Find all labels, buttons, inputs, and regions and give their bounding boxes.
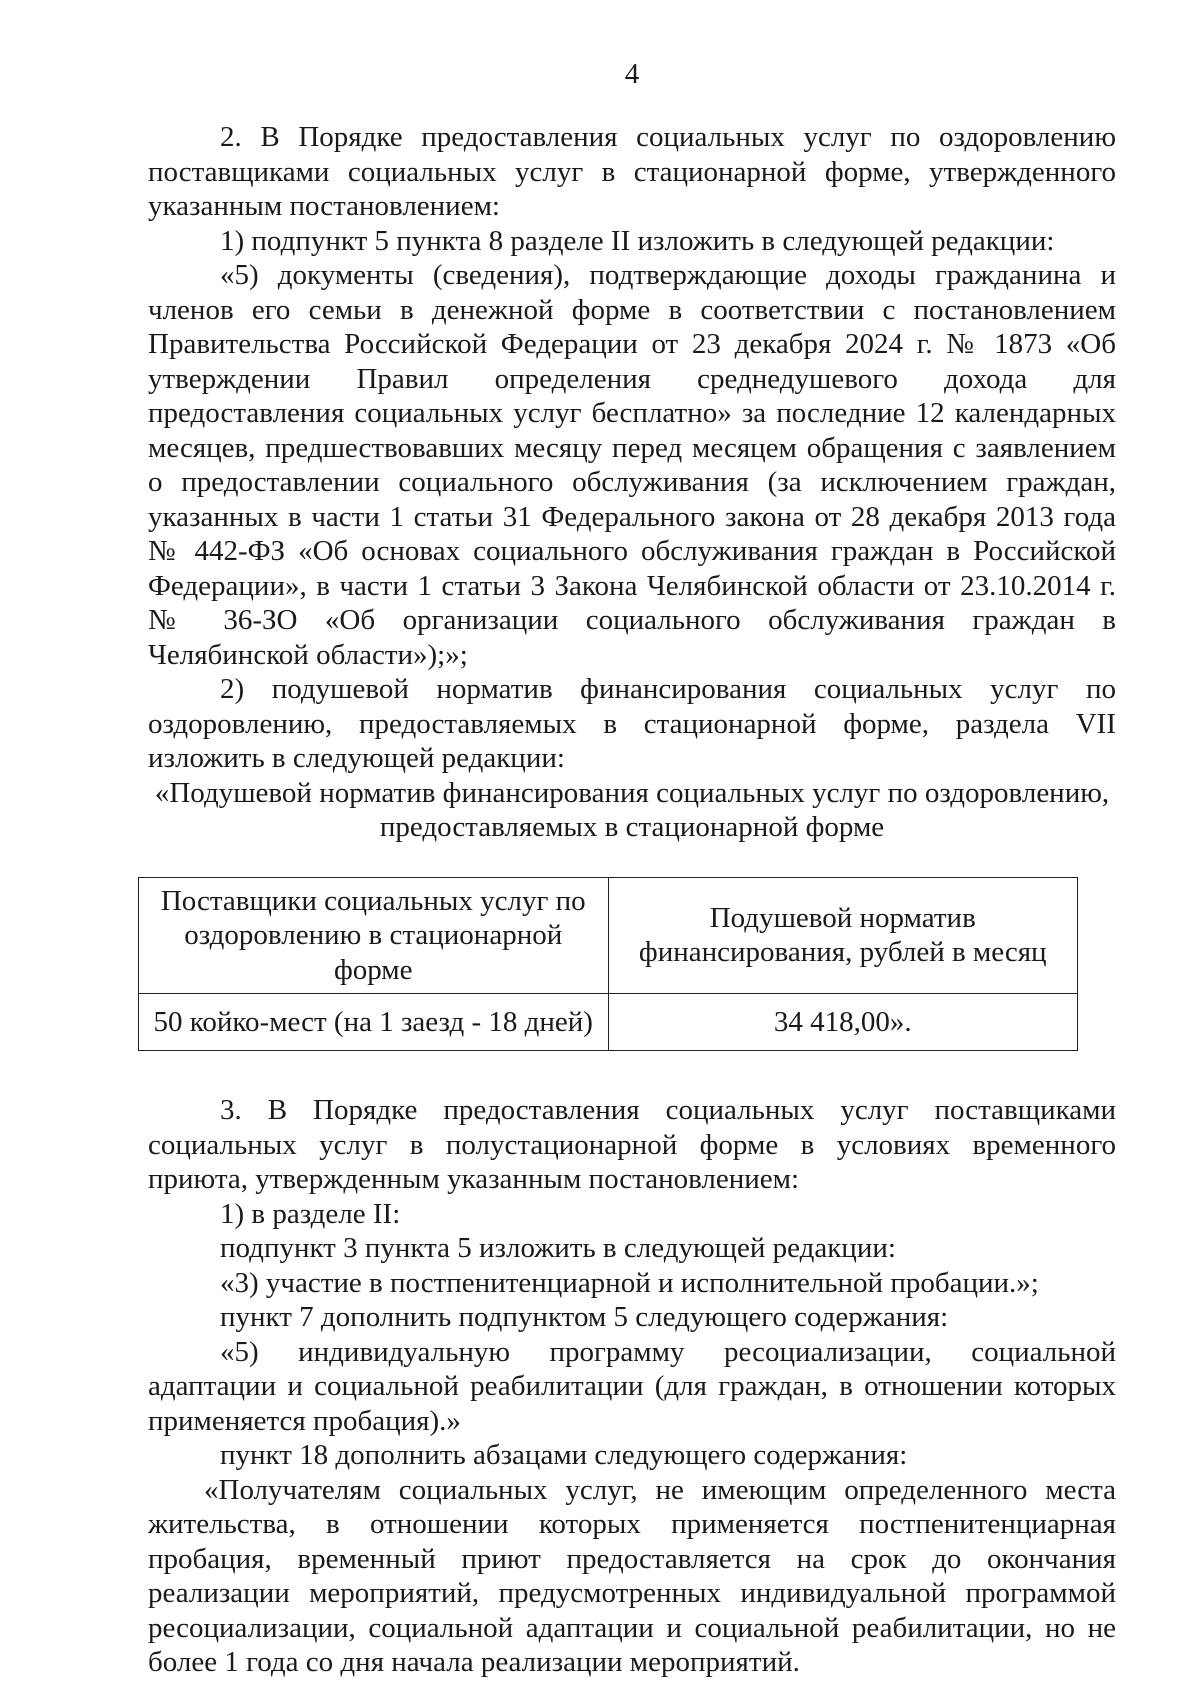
- section3-sub2-text: «5) индивидуальную программу ресоциализации, социальной адаптации и социальной реабилитации (для граждан, в отношении которых применяется пробация).»: [148, 1335, 1116, 1437]
- table-header-providers: Поставщики социальных услуг по оздоровлению в стационарной форме: [139, 877, 609, 994]
- table-title-line2: предоставляемых в стационарной форме: [379, 811, 885, 843]
- section3-sub1: подпункт 3 пункта 5 изложить в следующей редакции:: [220, 1232, 896, 1264]
- section3-intro: 3. В Порядке предоставления социальных услуг поставщиками социальных услуг в полустационарной форме в условиях временного приюта, утвержденным указанным постановлением:: [148, 1094, 1116, 1195]
- table-row: [139, 994, 1078, 1051]
- document-body: [148, 120, 1116, 1680]
- page-number: 4: [624, 58, 640, 90]
- section3-sub2: пункт 7 дополнить подпунктом 5 следующего содержания:: [220, 1301, 949, 1333]
- section3-item1: 1) в разделе II:: [220, 1197, 401, 1230]
- financing-norm-table: [138, 877, 1078, 1052]
- table-cell-providers: 50 койко-мест (на 1 заезд - 18 дней): [139, 994, 609, 1051]
- table-header-row: [139, 877, 1078, 994]
- section2-item1: 1) подпункт 5 пункта 8 разделе II изложить в следующей редакции:: [220, 224, 1055, 257]
- section3-sub3-text: «Получателям социальных услуг, не имеющим определенного места жительства, в отношении которых применяется постпенитенциарная пробация, временный приют предоставляется на срок до окончания реализации мероприятий, предусмотренных индивидуальной программой ресоциализации, социальной адаптации и социальной реабилитации, но не более 1 года со дня начала реализации мероприятий.: [148, 1473, 1116, 1678]
- table-cell-norm-value: 34 418,00».: [608, 994, 1078, 1051]
- section3-sub1-text: «3) участие в постпенитенциарной и исполнительной пробации.»;: [220, 1266, 1039, 1299]
- table-title-line1: «Подушевой норматив финансирования социальных услуг по оздоровлению,: [154, 776, 1110, 809]
- section2-item2: 2) подушевой норматив финансирования социальных услуг по оздоровлению, предоставляемых в стационарной форме, раздела VII изложить в следующей редакции:: [148, 673, 1116, 774]
- section2-intro: 2. В Порядке предоставления социальных услуг по оздоровлению поставщиками социальных услуг в стационарной форме, утвержденного указанным постановлением:: [148, 121, 1116, 222]
- section2-item1-text: «5) документы (сведения), подтверждающие доходы гражданина и членов его семьи в денежной форме в соответствии с постановлением Правительства Российской Федерации от 23 декабря 2024 г. № 1873 «Об утверждении Правил определения среднедушевого дохода для предоставления социальных услуг бесплатно» за последние 12 календарных месяцев, предшествовавших месяцу перед месяцем обращения с заявлением о предоставлении социального обслуживания (за исключением граждан, указанных в части 1 статьи 31 Федерального закона от 28 декабря 2013 года № 442-ФЗ «Об основах социального обслуживания граждан в Российской Федерации», в части 1 статьи 3 Закона Челябинской области от 23.10.2014 г. № 36-ЗО «Об организации социального обслуживания граждан в Челябинской области»);»;: [148, 259, 1116, 671]
- table-header-norm: Подушевой норматив финансирования, рублей в месяц: [608, 877, 1078, 994]
- section3-sub3: пункт 18 дополнить абзацами следующего содержания:: [220, 1439, 908, 1471]
